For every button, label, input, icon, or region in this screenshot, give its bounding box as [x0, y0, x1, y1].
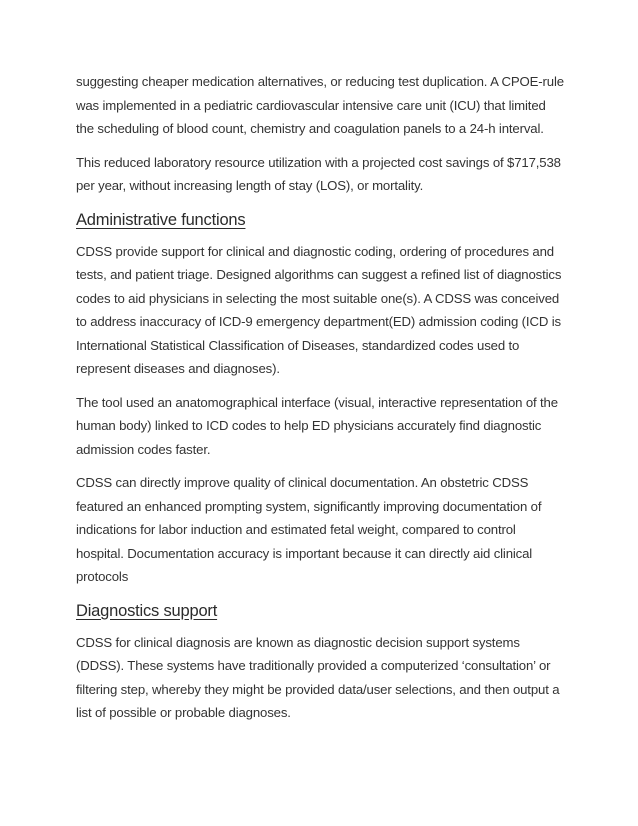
paragraph-cost-savings: This reduced laboratory resource utilization with a projected cost savings of $717,538 per year, without increasing length of stay (LOS), or mortality.	[76, 154, 561, 193]
paragraph-documentation-quality: CDSS can directly improve quality of clinical documentation. An obstetric CDSS featured an enhanced prompting system, significantly improving documentation of indications for labor induction and estimated fetal weight, compared to control hospital. Documentation accuracy is important because it can directly aid clinical protocols	[76, 475, 542, 584]
heading-administrative-functions: Administrative functions	[76, 210, 246, 229]
paragraph-anatomographical-tool: The tool used an anatomographical interface (visual, interactive representation of the human body) linked to ICD codes to help ED physicians accurately find diagnostic admission codes faster.	[76, 394, 558, 457]
heading-diagnostics-support: Diagnostics support	[76, 601, 218, 620]
paragraph-cpoe-rule: suggesting cheaper medication alternatives, or reducing test duplication. A CPOE-rule was implemented in a pediatric cardiovascular intensive care unit (ICU) that limited the scheduling of blood count, chemistry and coagulation panels to a 24-h interval.	[76, 74, 564, 136]
paragraph-coding-support: CDSS provide support for clinical and diagnostic coding, ordering of procedures and tests, and patient triage. Designed algorithms can suggest a refined list of diagnostics codes to aid physicians in selecting the most suitable one(s). A CDSS was conceived to address inaccuracy of ICD-9 emergency department(ED) admission coding (ICD is International Statistical Classification of Diseases, standardized codes used to represent diseases and diagnoses).	[76, 243, 562, 376]
paragraph-ddss: CDSS for clinical diagnosis are known as diagnostic decision support systems (DDSS). These systems have traditionally provided a computerized ‘consultation’ or filtering step, whereby they might be provided data/user selections, and then output a list of possible or probable diagnoses.	[76, 634, 560, 720]
document-page	[76, 70, 566, 735]
